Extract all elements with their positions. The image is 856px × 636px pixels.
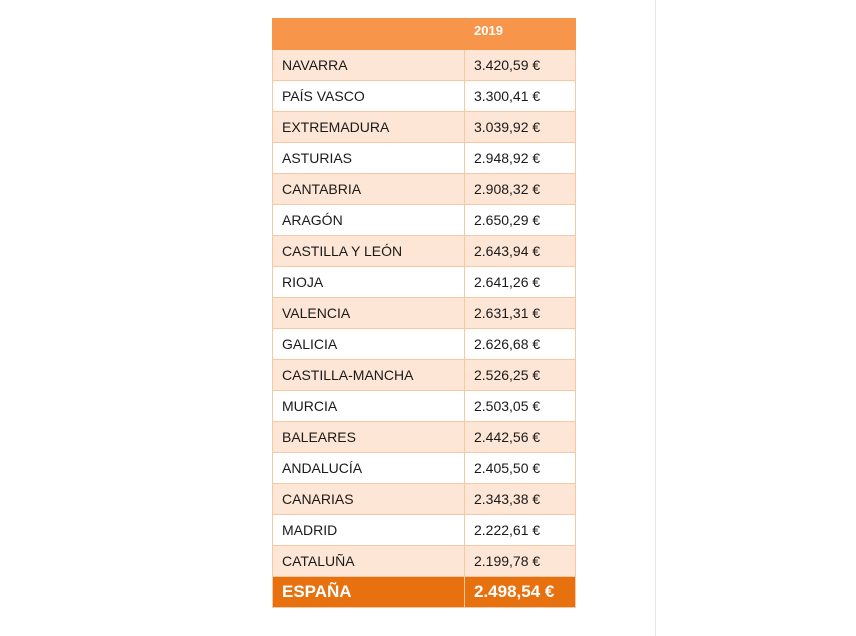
table-row: [273, 484, 576, 515]
region-value-cell: 2.503,05 €: [465, 391, 576, 422]
table-row: [273, 546, 576, 577]
region-name-cell: CANTABRIA: [273, 174, 465, 205]
region-value-cell: 2.631,31 €: [465, 298, 576, 329]
table-row: [273, 453, 576, 484]
region-name-cell: MADRID: [273, 515, 465, 546]
table-row: [273, 298, 576, 329]
total-region-cell: ESPAÑA: [273, 577, 465, 608]
region-name-cell: CANARIAS: [273, 484, 465, 515]
region-name-cell: PAÍS VASCO: [273, 81, 465, 112]
table-row: [273, 81, 576, 112]
region-name-cell: MURCIA: [273, 391, 465, 422]
region-value-cell: 2.643,94 €: [465, 236, 576, 267]
region-value-cell: 3.039,92 €: [465, 112, 576, 143]
region-name-cell: ARAGÓN: [273, 205, 465, 236]
region-name-cell: EXTREMADURA: [273, 112, 465, 143]
region-value-cell: 2.343,38 €: [465, 484, 576, 515]
region-name-cell: NAVARRA: [273, 50, 465, 81]
table-row: [273, 515, 576, 546]
table-row: [273, 205, 576, 236]
region-value-cell: 2.442,56 €: [465, 422, 576, 453]
region-name-cell: CASTILLA-MANCHA: [273, 360, 465, 391]
table-row: [273, 360, 576, 391]
table-row: [273, 112, 576, 143]
table-header-row: [273, 19, 576, 50]
region-name-cell: ASTURIAS: [273, 143, 465, 174]
region-name-cell: BALEARES: [273, 422, 465, 453]
table-row: [273, 422, 576, 453]
region-value-cell: 2.526,25 €: [465, 360, 576, 391]
region-value-cell: 2.641,26 €: [465, 267, 576, 298]
page-edge-divider: [655, 0, 656, 636]
region-value-cell: 2.222,61 €: [465, 515, 576, 546]
region-value-cell: 2.650,29 €: [465, 205, 576, 236]
region-name-cell: ANDALUCÍA: [273, 453, 465, 484]
region-name-cell: CASTILLA Y LEÓN: [273, 236, 465, 267]
region-value-cell: 2.948,92 €: [465, 143, 576, 174]
region-value-cell: 3.420,59 €: [465, 50, 576, 81]
region-name-cell: VALENCIA: [273, 298, 465, 329]
table-row: [273, 174, 576, 205]
region-value-cell: 3.300,41 €: [465, 81, 576, 112]
table-row: [273, 236, 576, 267]
total-row: [273, 577, 576, 608]
table-row: [273, 267, 576, 298]
region-value-cell: 2.405,50 €: [465, 453, 576, 484]
region-value-cell: 2.908,32 €: [465, 174, 576, 205]
header-year-cell: 2019: [465, 19, 576, 50]
region-value-cell: 2.199,78 €: [465, 546, 576, 577]
region-name-cell: GALICIA: [273, 329, 465, 360]
table-row: [273, 143, 576, 174]
regional-values-table: [272, 18, 576, 608]
header-region-cell: [273, 19, 465, 50]
total-value-cell: 2.498,54 €: [465, 577, 576, 608]
region-name-cell: RIOJA: [273, 267, 465, 298]
table-row: [273, 391, 576, 422]
region-value-cell: 2.626,68 €: [465, 329, 576, 360]
table-row: [273, 50, 576, 81]
table-row: [273, 329, 576, 360]
table-body: [273, 50, 576, 577]
region-name-cell: CATALUÑA: [273, 546, 465, 577]
